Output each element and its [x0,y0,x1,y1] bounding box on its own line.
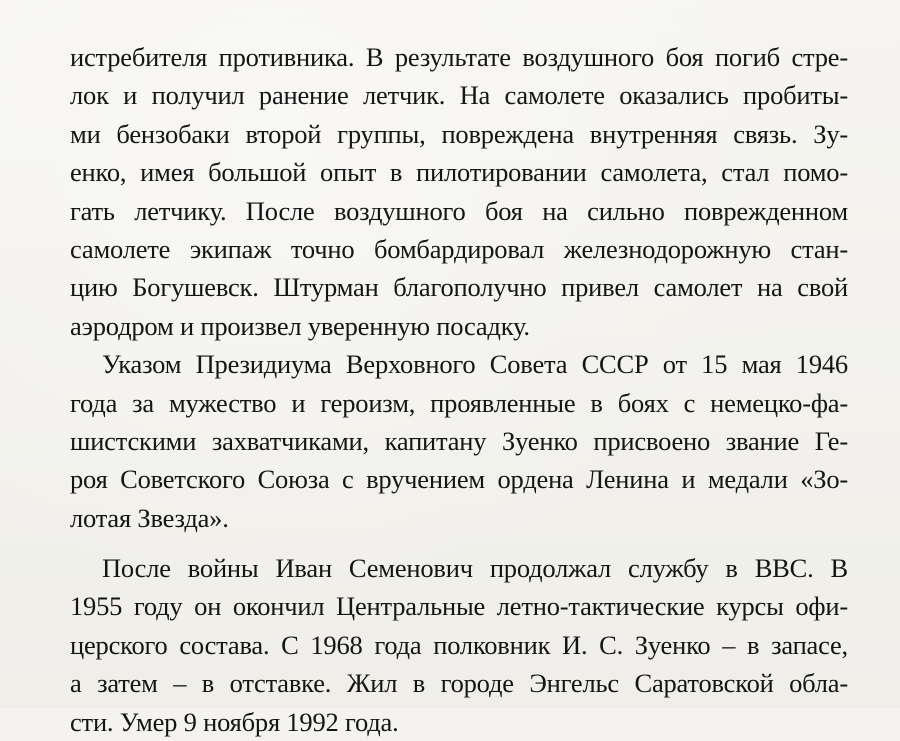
paragraph-gap [70,537,848,549]
paragraph-2 [70,345,848,537]
text-line: 1955 году он окончил Центральные летно-тактические курсы офи- [70,591,848,622]
text-line: аэродром и произвел уверенную посадку. [70,310,530,341]
text-line: сти. Умер 9 ноября 1992 года. [70,706,399,737]
text-line: лок и получил ранение летчик. На самолете оказались пробиты- [70,80,848,111]
text-line: лотая Звезда». [70,502,229,533]
text-line: истребителя противника. В результате воздушного боя погиб стре- [70,42,848,72]
text-line: церского состава. С 1968 года полковник И. С. Зуенко – в запасе, [70,629,848,660]
text-line: Указом Президиума Верховного Совета СССР от 15 мая 1946 [102,349,848,380]
text-line: После войны Иван Семенович продолжал службу в ВВС. В [102,553,848,584]
text-line: а затем – в отставке. Жил в городе Энгельс Саратовской обла- [70,668,848,699]
text-line: ми бензобаки второй группы, повреждена внутренняя связь. Зу- [70,118,848,149]
paragraph-3 [70,549,848,741]
text-line: года за мужество и героизм, проявленные в боях с немецко-фа- [70,387,848,418]
body-text [70,38,848,741]
text-line: шистскими захватчиками, капитану Зуенко присвоено звание Ге- [70,425,848,456]
text-line: енко, имея большой опыт в пилотировании самолета, стал помо- [70,157,848,188]
text-line: самолете экипаж точно бомбардировал железнодорожную стан- [70,233,848,264]
text-line: роя Советского Союза с вручением ордена Ленина и медали «Зо- [70,464,848,495]
paragraph-1 [70,38,848,345]
text-line: цию Богушевск. Штурман благополучно привел самолет на свой [70,272,848,303]
text-line: гать летчику. После воздушного боя на сильно поврежденном [70,195,848,226]
